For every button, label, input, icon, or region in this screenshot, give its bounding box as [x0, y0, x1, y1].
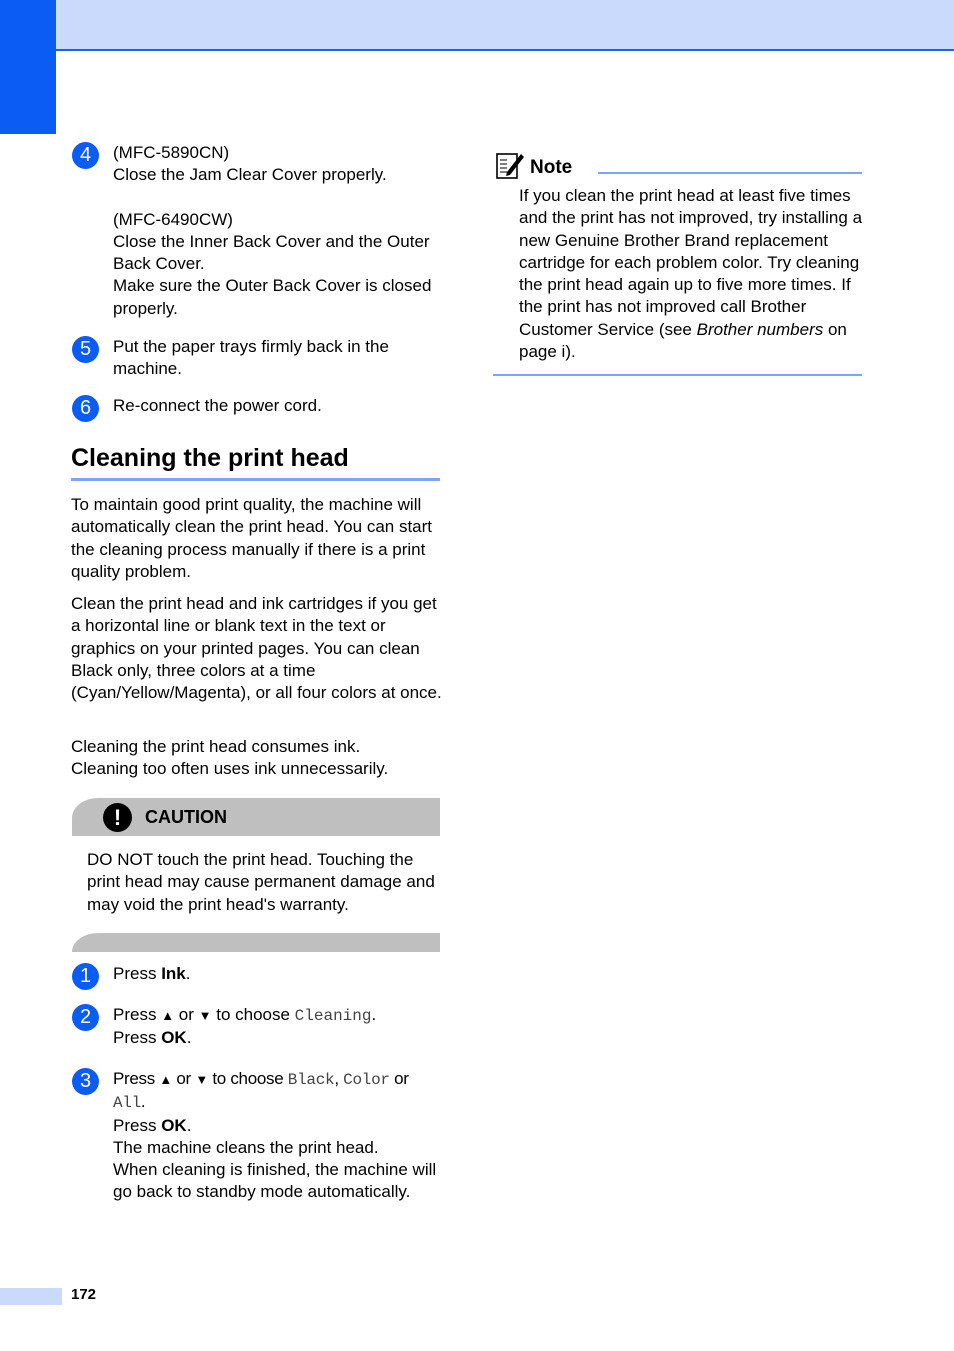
note-pencil-icon	[495, 150, 525, 180]
note-rule-bottom	[493, 374, 862, 376]
lcd-option-color: Color	[343, 1071, 390, 1089]
footer-band	[0, 1288, 62, 1305]
step-1-text: Press Ink.	[113, 964, 191, 983]
step-2-line-1: Press ▲ or ▼ to choose Cleaning.	[113, 1005, 377, 1025]
ink-paragraph-line-1: Cleaning the print head consumes ink.	[71, 737, 361, 756]
step-4-model-1: (MFC-5890CN)	[113, 143, 230, 162]
caution-footer	[72, 933, 440, 952]
caution-header	[72, 798, 440, 836]
step-3-line-1: Press ▲ or ▼ to choose Black, Color or All.	[113, 1069, 409, 1113]
caution-icon: !	[103, 803, 132, 832]
down-arrow-icon: ▼	[195, 1072, 208, 1087]
clean-paragraph: Clean the print head and ink cartridges if you get a horizontal line or blank text in the text or graphics on your printed pages. You can clean Black only, three colors at a time (Cyan/Yellow/Magenta), or all four colors at once.	[71, 594, 442, 703]
step-2-line-2: Press OK.	[113, 1028, 192, 1048]
up-arrow-icon: ▲	[161, 1008, 175, 1023]
section-title-rule	[71, 478, 440, 481]
chapter-tab	[0, 0, 56, 134]
step-number-3: 3	[72, 1068, 99, 1095]
page-number: 172	[71, 1286, 97, 1303]
ink-paragraph-line-2: Cleaning too often uses ink unnecessarily.	[71, 759, 389, 779]
step-3-line-4: When cleaning is finished, the machine will go back to standby mode automatically.	[113, 1160, 437, 1202]
step-3-line-2: Press OK.	[113, 1115, 192, 1135]
step-number-6: 6	[72, 395, 99, 422]
step-number-1: 1	[72, 963, 99, 990]
down-arrow-icon: ▼	[198, 1008, 212, 1023]
step-number-2: 2	[72, 1004, 99, 1031]
step-number-4: 4	[72, 142, 99, 169]
step-6	[72, 395, 442, 417]
up-arrow-icon: ▲	[159, 1072, 172, 1087]
ok-key: OK	[161, 1028, 187, 1048]
ink-key: Ink	[161, 964, 186, 983]
step-5-text: Put the paper trays firmly back in the machine.	[113, 337, 389, 379]
lcd-option-all: All	[113, 1094, 141, 1113]
step-5	[72, 336, 442, 381]
step-3-line-3: The machine cleans the print head.	[113, 1137, 379, 1157]
step-4-line-1: Close the Jam Clear Cover properly.	[113, 165, 387, 185]
step-1	[72, 963, 442, 985]
step-2	[72, 1004, 442, 1050]
step-4-line-2: Close the Inner Back Cover and the Outer Back Cover.	[113, 231, 430, 274]
step-3	[72, 1068, 442, 1204]
step-4-line-3: Make sure the Outer Back Cover is closed properly.	[113, 276, 432, 318]
note-title: Note	[530, 157, 573, 178]
step-number-5: 5	[72, 336, 99, 363]
note-rule-top	[598, 172, 862, 174]
step-6-text: Re-connect the power cord.	[113, 396, 322, 415]
lcd-option-cleaning: Cleaning	[294, 1007, 372, 1025]
intro-paragraph: To maintain good print quality, the machine will automatically clean the print head. You can start the cleaning process manually if there is a print quality problem.	[71, 495, 433, 581]
note-text: If you clean the print head at least five times and the print has not improved, try installing a new Genuine Brother Brand replacement cartridge for each problem color. Try cleaning the print head again up to five more times. If the print has not improved call Brother Customer Service (see Brother numbers on page i).	[519, 186, 863, 362]
ok-key: OK	[161, 1115, 187, 1135]
section-title: Cleaning the print head	[71, 444, 349, 472]
ink-paragraph	[71, 736, 443, 781]
caution-text: DO NOT touch the print head. Touching the print head may cause permanent damage and may void the print head's warranty.	[87, 850, 435, 914]
lcd-option-black: Black	[287, 1071, 335, 1089]
step-4-model-2: (MFC-6490CW)	[113, 209, 233, 229]
header-band	[0, 0, 954, 51]
step-4	[72, 142, 442, 320]
caution-label: CAUTION	[145, 807, 227, 827]
brother-numbers-reference: Brother numbers	[696, 319, 824, 339]
